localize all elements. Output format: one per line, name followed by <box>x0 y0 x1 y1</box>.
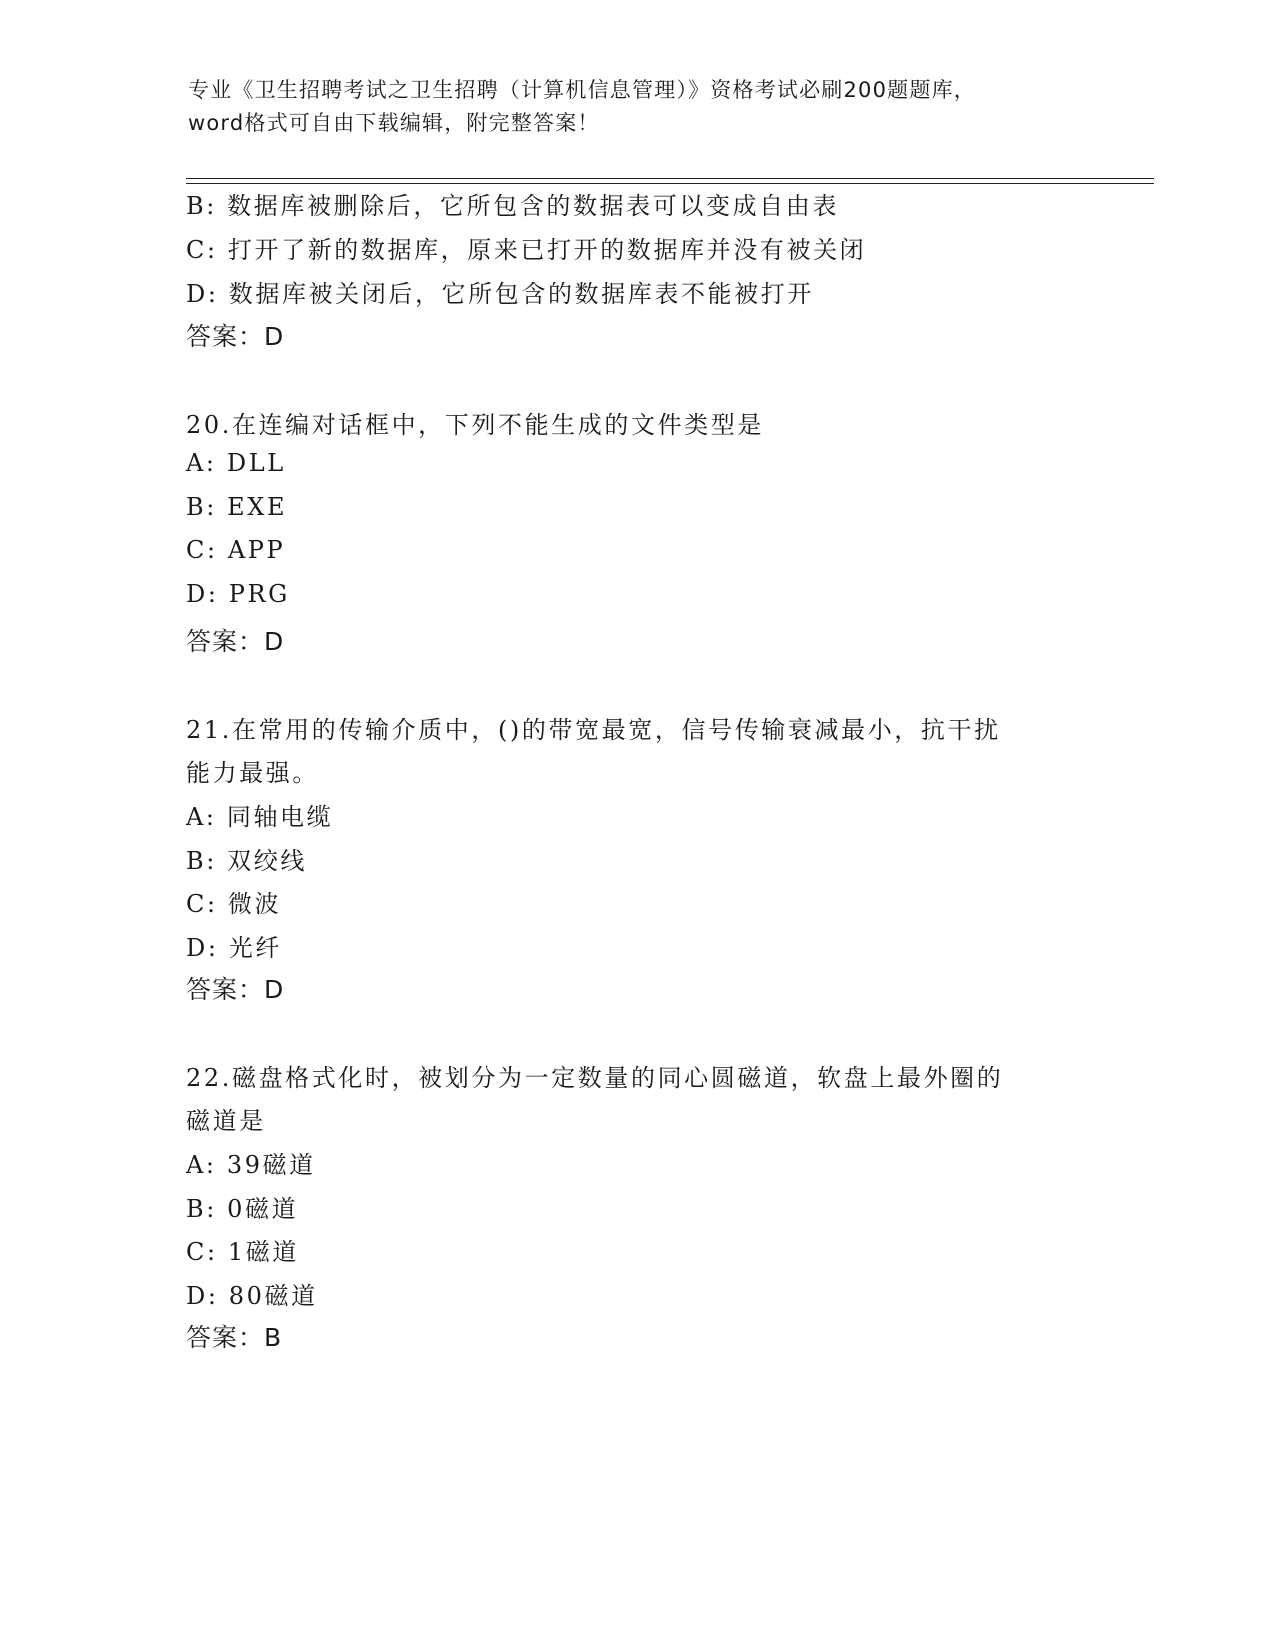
q22-option-d: D: 80磁道 <box>186 1282 318 1310</box>
prev-option-d: D: 数据库被关闭后，它所包含的数据库表不能被打开 <box>186 280 814 308</box>
q22-option-a: A: 39磁道 <box>186 1151 316 1179</box>
q20-option-d: D: PRG <box>186 580 290 608</box>
q21-option-d: D: 光纤 <box>186 934 282 962</box>
q21-option-a: A: 同轴电缆 <box>186 803 334 831</box>
q22-option-b: B: 0磁道 <box>186 1195 299 1223</box>
q21-answer: 答案：D <box>186 975 285 1004</box>
prev-answer: 答案：D <box>186 322 285 351</box>
q21-stem-line-1: 21.在常用的传输介质中，()的带宽最宽，信号传输衰减最小，抗干扰 <box>186 716 1001 744</box>
header-line-1: 专业《卫生招聘考试之卫生招聘（计算机信息管理）》资格考试必刷200题题库， <box>188 78 976 102</box>
q20-option-a: A: DLL <box>186 449 286 477</box>
q21-option-c: C: 微波 <box>186 890 282 918</box>
document-header <box>188 74 1068 140</box>
q22-stem-line-2: 磁道是 <box>186 1107 266 1135</box>
q20-option-b: B: EXE <box>186 493 288 521</box>
header-divider <box>186 178 1154 184</box>
q20-answer: 答案：D <box>186 627 285 656</box>
q21-stem-line-2: 能力最强。 <box>186 759 319 787</box>
q22-stem-line-1: 22.磁盘格式化时，被划分为一定数量的同心圆磁道，软盘上最外圈的 <box>186 1064 1004 1092</box>
q22-option-c: C: 1磁道 <box>186 1238 299 1266</box>
q21-option-b: B: 双绞线 <box>186 847 307 875</box>
prev-option-c: C: 打开了新的数据库，原来已打开的数据库并没有被关闭 <box>186 236 867 264</box>
q20-option-c: C: APP <box>186 536 286 564</box>
q20-stem: 20.在连编对话框中，下列不能生成的文件类型是 <box>186 411 764 439</box>
q22-answer: 答案：B <box>186 1323 283 1352</box>
prev-option-b: B: 数据库被删除后，它所包含的数据表可以变成自由表 <box>186 192 839 220</box>
header-line-2: word格式可自由下载编辑，附完整答案！ <box>188 111 600 135</box>
